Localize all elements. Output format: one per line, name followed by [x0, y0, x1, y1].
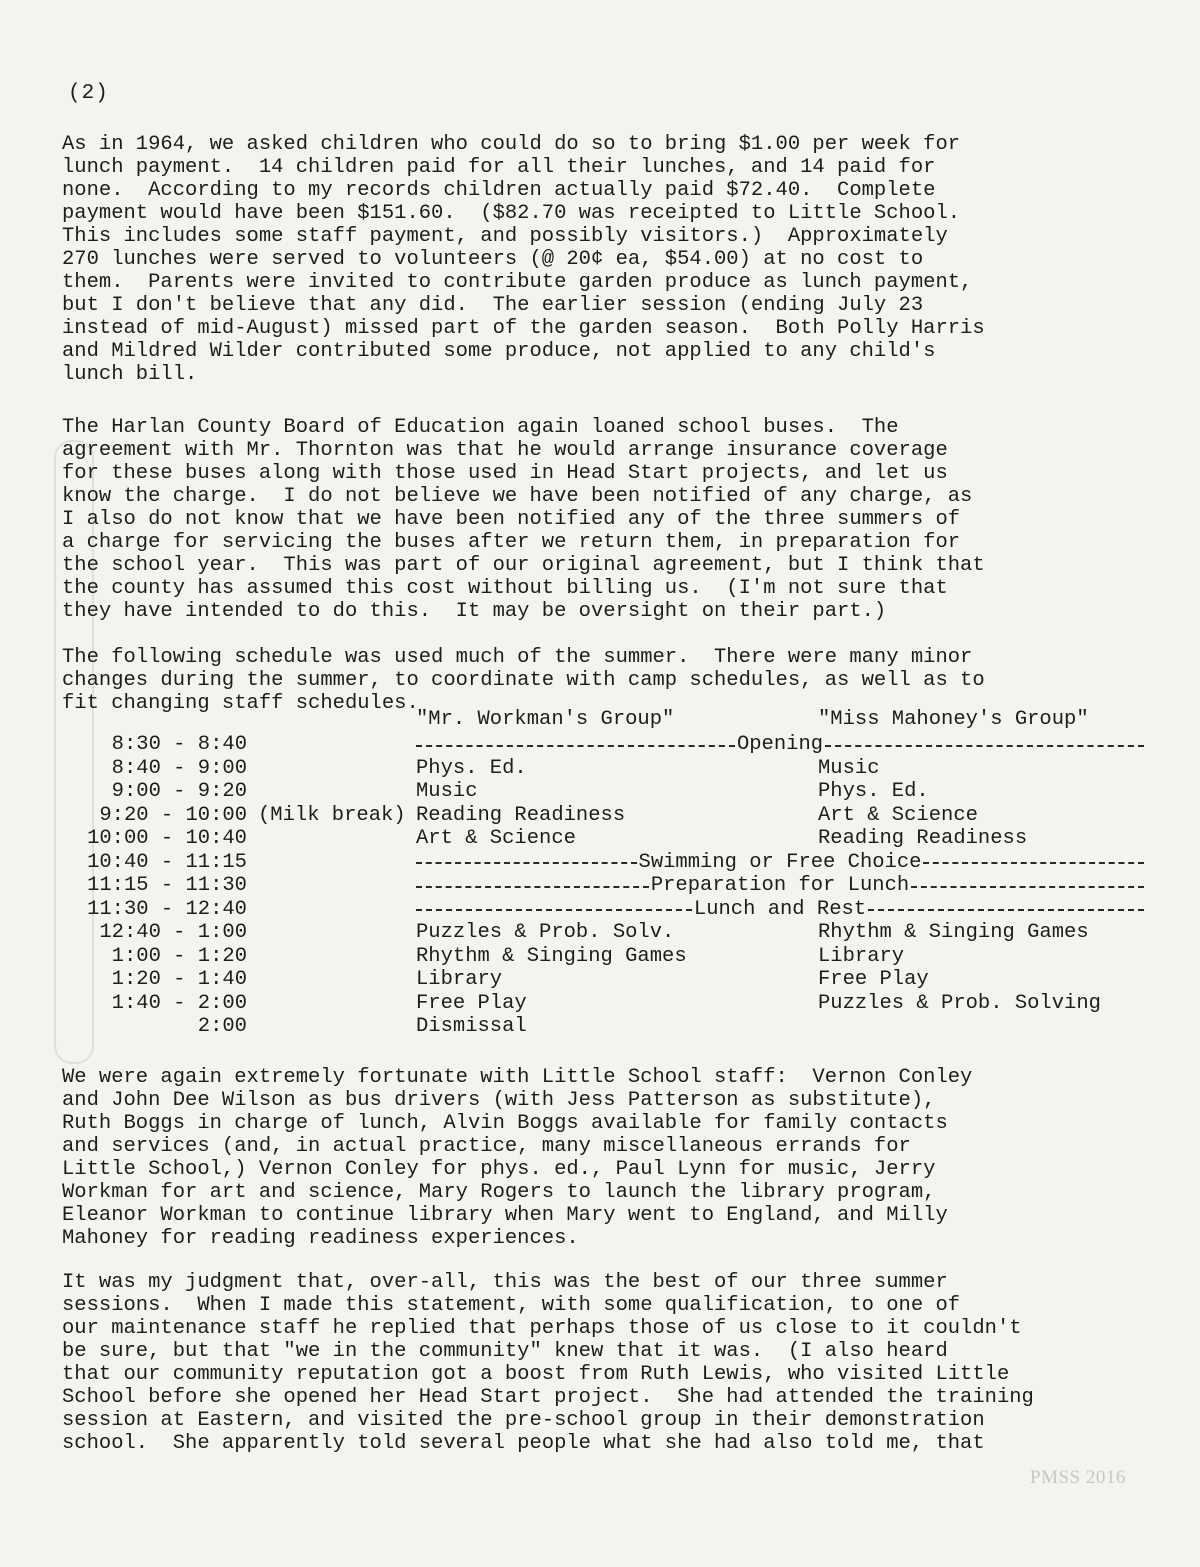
schedule-row: [0, 874, 1200, 897]
dashed-rule: [825, 745, 1144, 747]
workman-activity: Rhythm & Singing Games: [416, 944, 687, 968]
workman-activity: Dismissal: [416, 1015, 527, 1038]
schedule-header-workman: "Mr. Workman's Group": [416, 708, 675, 731]
schedule-time: 1:00 - 1:20: [111, 944, 247, 968]
schedule-row: [0, 968, 1200, 991]
dashed-rule: [868, 909, 1144, 911]
schedule-shared-activity: [416, 874, 1144, 897]
schedule-time: 9:20 - 10:00: [99, 803, 247, 827]
schedule-row: [0, 945, 1200, 968]
shared-activity-label: Preparation for Lunch: [650, 874, 910, 897]
paragraph-staff: We were again extremely fortunate with Little School staff: Vernon Conley and John Dee Wilson as bus drivers (with Jess Patterson as substitute), Ruth Boggs in charge of lunch, Alvin Boggs available for family contacts and services (and, in actual practice, many miscellaneous errands for Little School,) Vernon Conley for phys. ed., Paul Lynn for music, Jerry Workman for art and science, Mary Rogers to launch the library program, Eleanor Workman to continue library when Mary went to England, and Milly Mahoney for reading readiness experiences.: [62, 1066, 973, 1250]
schedule-row: [0, 733, 1200, 756]
dashed-rule: [416, 886, 649, 888]
schedule-time: 9:00 - 9:20: [111, 780, 247, 803]
schedule-time: 11:30 - 12:40: [87, 897, 247, 921]
workman-activity: Phys. Ed.: [416, 756, 527, 780]
schedule-row: [0, 851, 1200, 874]
schedule-time: 1:20 - 1:40: [111, 968, 247, 991]
schedule-row: [0, 780, 1200, 803]
schedule-row: [0, 1015, 1200, 1038]
dashed-rule: [416, 909, 692, 911]
mahoney-activity: Reading Readiness: [818, 827, 1028, 850]
shared-activity-label: Opening: [736, 733, 824, 756]
schedule-shared-activity: [416, 733, 1144, 756]
schedule-row: [0, 827, 1200, 850]
page-number: (2): [68, 82, 109, 105]
mahoney-activity: Puzzles & Prob. Solving: [818, 991, 1101, 1015]
mahoney-activity: Art & Science: [818, 803, 978, 827]
schedule-row: [0, 921, 1200, 944]
workman-activity: Puzzles & Prob. Solv.: [416, 921, 675, 944]
mahoney-activity: Phys. Ed.: [818, 780, 929, 803]
dashed-rule: [416, 862, 637, 864]
workman-activity: Library: [416, 968, 503, 991]
mahoney-activity: Library: [818, 944, 905, 968]
schedule-row: [0, 804, 1200, 827]
workman-activity: Art & Science: [416, 827, 576, 850]
watermark: PMSS 2016: [1030, 1467, 1126, 1488]
paragraph-judgment: It was my judgment that, over-all, this was the best of our three summer sessions. When I made this statement, with some qualification, to one of our maintenance staff he replied that perhaps those of us close to it couldn't be sure, but that "we in the community" knew that it was. (I also heard that our community reputation got a boost from Ruth Lewis, who visited Little School before she opened her Head Start project. She had attended the training session at Eastern, and visited the pre-school group in their demonstration school. She apparently told several people what she had also told me, that: [62, 1271, 1034, 1455]
dashed-rule: [923, 862, 1144, 864]
shared-activity-label: Lunch and Rest: [693, 897, 867, 921]
mahoney-activity: Free Play: [818, 968, 929, 991]
paragraph-lunch-payment: As in 1964, we asked children who could do so to bring $1.00 per week for lunch payment. 14 children paid for all their lunches, and 14 paid for none. According to my records children actually paid $72.40. Complete payment would have been $151.60. ($82.70 was receipted to Little School. This includes some staff payment, and possibly visitors.) Approximately 270 lunches were served to volunteers (@ 20¢ ea, $54.00) at no cost to them. Parents were invited to contribute garden produce as lunch payment, but I don't believe that any did. The earlier session (ending July 23 instead of mid-August) missed part of the garden season. Both Polly Harris and Mildred Wilder contributed some produce, not applied to any child's lunch bill.: [62, 133, 985, 386]
mahoney-activity: Rhythm & Singing Games: [818, 921, 1089, 944]
schedule-shared-activity: [416, 851, 1144, 874]
shared-activity-label: Swimming or Free Choice: [638, 850, 922, 874]
dashed-rule: [911, 886, 1144, 888]
schedule-time: 10:40 - 11:15: [87, 850, 247, 874]
dashed-rule: [416, 745, 735, 747]
paragraph-school-buses: The Harlan County Board of Education again loaned school buses. The agreement with Mr. Thornton was that he would arrange insurance coverage for these buses along with those used in Head Start projects, and let us know the charge. I do not believe we have been notified of any charge, as I also do not know that we have been notified any of the three summers of a charge for servicing the buses after we return them, in preparation for the school year. This was part of our original agreement, but I think that the county has assumed this cost without billing us. (I'm not sure that they have intended to do this. It may be oversight on their part.): [62, 416, 985, 623]
schedule-row: [0, 992, 1200, 1015]
schedule-row: [0, 757, 1200, 780]
workman-activity: Reading Readiness: [416, 803, 626, 827]
workman-activity: Music: [416, 780, 478, 803]
schedule-row: [0, 898, 1200, 921]
schedule-time: 10:00 - 10:40: [87, 827, 247, 850]
schedule-time: 1:40 - 2:00: [111, 991, 247, 1015]
schedule-time: 8:30 - 8:40: [111, 733, 247, 756]
schedule-header-mahoney: "Miss Mahoney's Group": [818, 708, 1089, 731]
schedule-shared-activity: [416, 898, 1144, 921]
mahoney-activity: Music: [818, 756, 880, 780]
paragraph-schedule-intro: The following schedule was used much of the summer. There were many minor changes during the summer, to coordinate with camp schedules, as well as to fit changing staff schedules.: [62, 646, 985, 715]
workman-activity: Free Play: [416, 991, 527, 1015]
schedule-time: 8:40 - 9:00: [111, 756, 247, 780]
schedule-time: 12:40 - 1:00: [99, 921, 247, 944]
schedule-note: (Milk break): [258, 803, 406, 827]
schedule-table: [0, 708, 1200, 1048]
schedule-time: 2:00: [197, 1015, 247, 1038]
schedule-time: 11:15 - 11:30: [87, 874, 247, 897]
